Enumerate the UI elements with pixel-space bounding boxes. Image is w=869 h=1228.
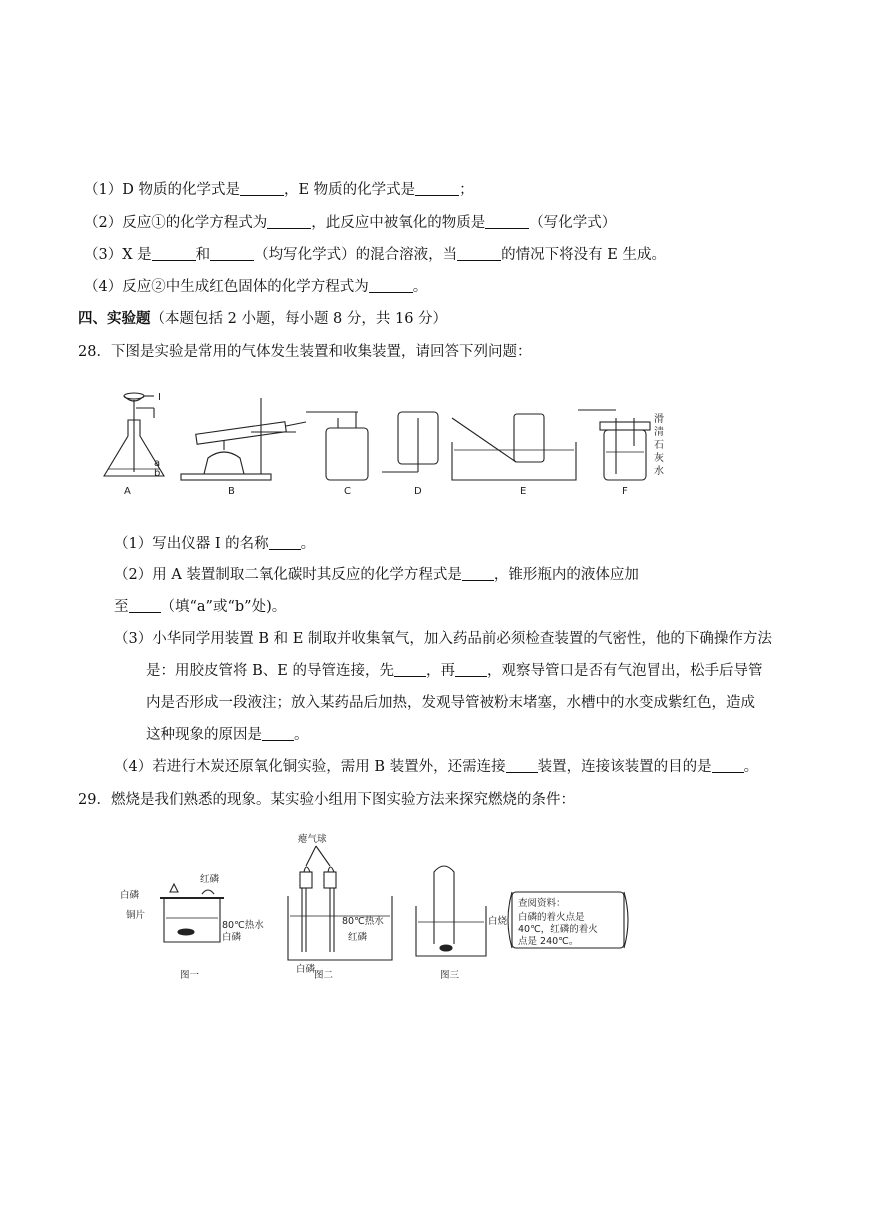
text: 和 [195,247,211,263]
figure-3 [416,866,486,956]
apparatus-d [382,412,438,472]
text: （3）X 是 [84,247,152,263]
text: 。 [294,727,309,743]
q28-part-3-line2 [146,661,762,681]
text: ，锥形瓶内的液体应加 [493,567,639,583]
text: ； [459,182,474,198]
answer-blank[interactable] [462,566,494,581]
text: 。 [412,279,428,295]
answer-blank[interactable] [394,662,426,677]
label-hot-water: 80℃热水 [342,916,384,927]
text: 。 [300,536,316,552]
info-line: 白磷的着火点是 [518,912,585,923]
text: （1）写出仪器 I 的名称 [114,536,269,552]
answer-blank[interactable] [262,726,294,741]
q28-stem: 28．下图是实验是常用的气体发生装置和收集装置，请回答下列问题： [78,344,532,360]
q28-part-3: （3）小华同学用装置 B 和 E 制取并收集氧气，加入药品前必须检查装置的气密性，他的下确操作方法 [114,631,772,647]
section-note: （本题包括 2 小题，每小题 8 分，共 16 分） [150,311,448,327]
text: （4）反应②中生成红色固体的化学方程式为 [84,279,369,295]
label-I: I [158,392,161,403]
text: 这种现象的原因是 [146,727,262,743]
label-red-phosphorus: 红磷 [200,874,220,885]
caption-figure-2: 图二 [314,970,334,980]
text: ，E 物质的化学式是 [283,182,416,198]
q29-stem: 29．燃烧是我们熟悉的现象。某实验小组用下图实验方法来探究燃烧的条件： [78,792,575,808]
apparatus-c [306,412,368,480]
label-balloon: 瘪气球 [298,834,327,845]
answer-blank[interactable] [712,758,744,773]
label-E: E [520,486,527,497]
section-header [78,309,447,329]
text: ，观察导管口是否有气泡冒出，松手后导管 [486,663,763,679]
text: （2）反应①的化学方程式为 [84,215,268,231]
label-white-phosphorus: 白磷 [120,890,140,901]
answer-blank[interactable] [152,246,196,261]
answer-blank[interactable] [240,181,284,196]
apparatus-b [181,398,306,480]
text: 至 [114,599,129,615]
text: 是：用胶皮管将 B、E 的导管连接，先 [146,663,394,679]
q28-part-3-line3: 内是否形成一段液注；放入某药品后加热，发观导管被粉末堵塞，水槽中的水变成紫红色，造成 [146,695,755,711]
text: ，此反应中被氧化的物质是 [311,215,486,231]
info-line: 40℃，红磷的着火 [518,924,598,935]
text: （写化学式） [529,215,617,231]
label-lime: 清 [654,427,664,438]
label-white-phosphorus: 白烧 [488,916,508,927]
answer-blank[interactable] [455,662,487,677]
label-white-phosphorus: 白磷 [296,964,316,975]
q27-line-3 [84,245,666,265]
answer-blank[interactable] [415,181,459,196]
label-B: B [228,486,235,497]
label-lime: 石 [654,440,664,451]
q28-part-2-cont [114,597,286,617]
text: （2）用 A 装置制取二氧化碳时其反应的化学方程式是 [114,567,462,583]
text: （填“a”或“b”处)。 [160,599,287,615]
text: （4）若进行木炭还原氧化铜实验，需用 B 装置外，还需连接 [114,759,506,775]
label-a: a [154,458,161,469]
q28-apparatus-figure [96,388,676,500]
q28-part-2 [114,565,639,585]
text: ，再 [425,663,455,679]
label-C: C [344,486,351,497]
label-A: A [124,486,131,497]
answer-blank[interactable] [457,246,501,261]
text: （均写化学式）的混合溶液，当 [254,247,458,263]
answer-blank[interactable] [210,246,254,261]
label-white-phosphorus: 白磷 [222,932,242,943]
figure-2 [288,846,392,960]
apparatus-f [578,410,650,480]
text: 的情况下将没有 E 生成。 [501,247,666,263]
answer-blank[interactable] [269,535,301,550]
text: 装置，连接该装置的目的是 [537,759,712,775]
apparatus-e [452,414,576,480]
q27-line-4 [84,277,427,297]
q28-part-1 [114,534,315,554]
q27-line-2 [84,213,616,233]
caption-figure-3: 图三 [440,970,460,980]
label-lime: 滑 [654,414,664,425]
answer-blank[interactable] [506,758,538,773]
label-D: D [414,486,422,497]
q28-part-3-line4 [146,725,309,745]
label-lime: 水 [654,466,664,477]
text: 。 [743,759,759,775]
label-hot-water: 80℃热水 [222,920,264,931]
q29-combustion-figure [116,832,636,980]
answer-blank[interactable] [267,214,311,229]
text: （1）D 物质的化学式是 [84,182,240,198]
label-lime: 灰 [654,453,664,464]
caption-figure-1: 图一 [180,970,200,980]
section-title: 四、实验题 [78,310,151,327]
label-red-phosphorus: 红磷 [348,932,368,943]
figure-1 [160,884,224,942]
answer-blank[interactable] [369,278,413,293]
label-b: b [154,468,161,479]
q28-part-4 [114,757,758,777]
label-copper-sheet: 铜片 [126,910,146,921]
info-line: 点是 240℃。 [518,936,579,947]
answer-blank[interactable] [129,598,161,613]
q27-line-1 [84,180,474,200]
info-title: 查阅资料： [518,898,566,909]
label-F: F [622,486,628,497]
answer-blank[interactable] [485,214,529,229]
